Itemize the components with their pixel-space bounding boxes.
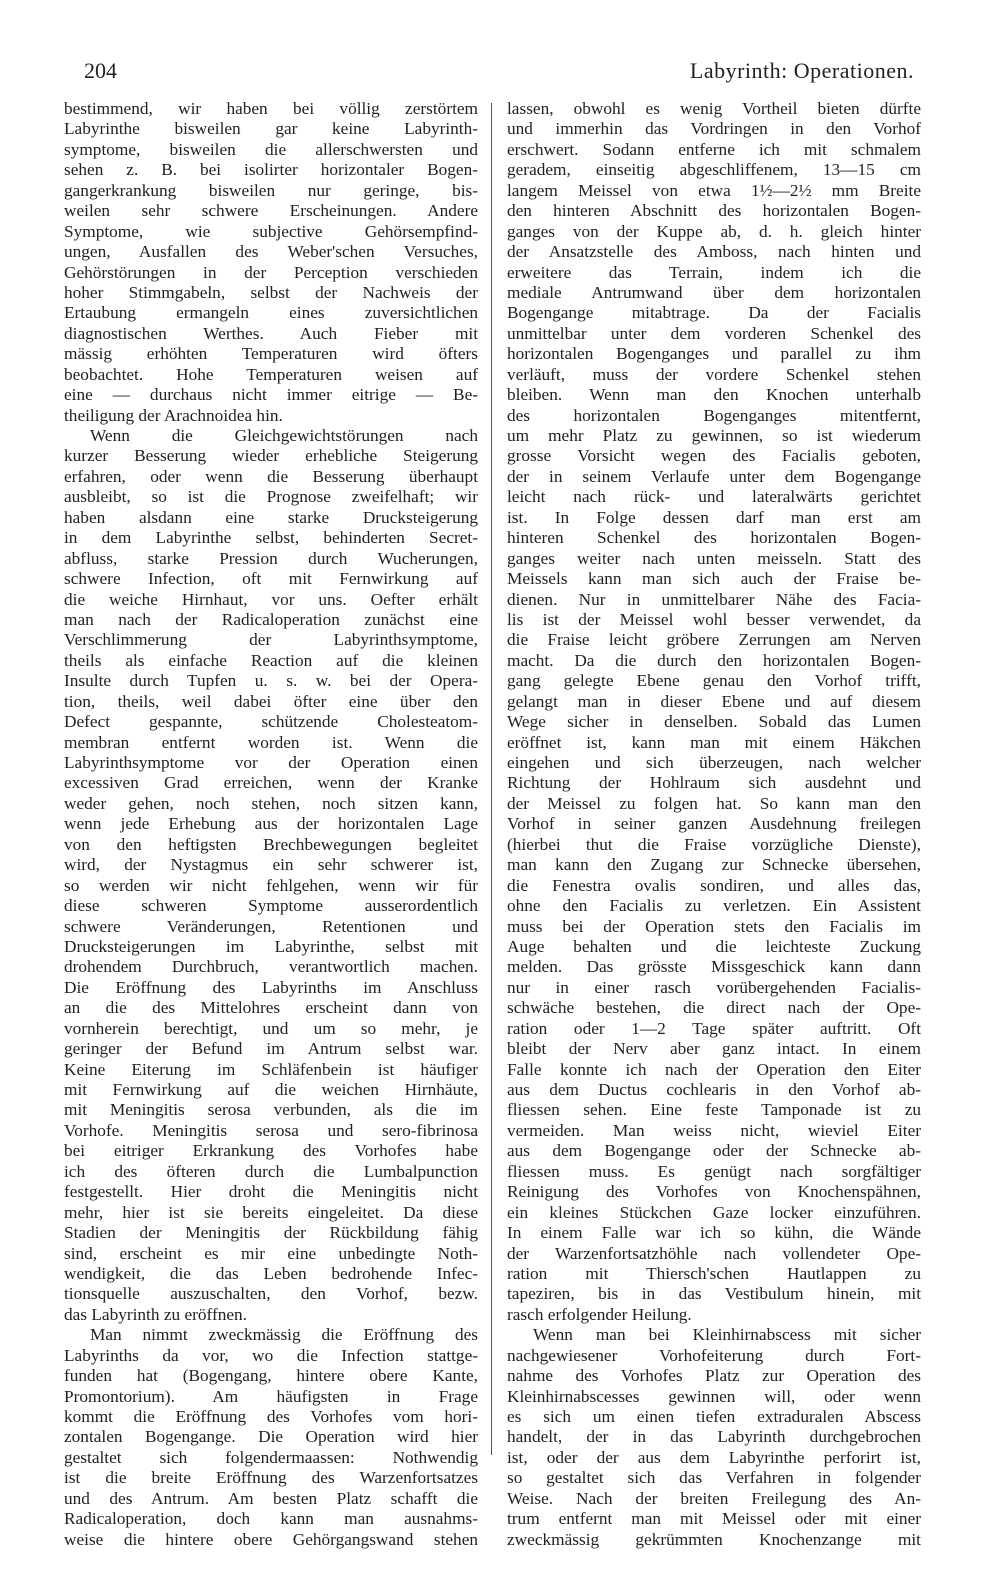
text-line: drohendem Durchbruch, verantwortlich machen. [64,957,478,977]
text-line: ration mit Thiersch'schen Hautlappen zu [507,1263,921,1283]
text-line: Labyrinths da vor, wo die Infection stattge- [64,1345,478,1365]
text-line: schwäche bestehen, die direct nach der Ope- [507,998,921,1018]
text-line: Symptome, wie subjective Gehörsempfind- [64,221,478,241]
text-line: hoher Stimmgabeln, selbst der Nachweis der [64,282,478,302]
text-line: Verschlimmerung der Labyrinthsymptome, [64,630,478,650]
text-line: das Labyrinth zu eröffnen. [64,1304,247,1324]
text-line: tion, theils, weil dabei öfter eine über den [64,691,478,711]
text-line: aus dem Bogengange oder der Schnecke ab- [507,1141,921,1161]
text-line: trum entfernt man mit Meissel oder mit einer [507,1509,921,1529]
text-line: abfluss, starke Pression durch Wucherungen, [64,548,478,568]
text-line: des horizontalen Bogenganges mitentfernt, [507,405,921,425]
text-line: weise die hintere obere Gehörgangswand stehen [64,1529,478,1549]
text-line: Keine Eiterung im Schläfenbein ist häufiger [64,1059,478,1079]
text-line: Stadien der Meningitis der Rückbildung fähig [64,1223,478,1243]
text-line: an die des Mittelohres erscheint dann von [64,998,478,1018]
text-line: erfahren, oder wenn die Besserung überhaupt [64,466,478,486]
text-line: grosse Vorsicht wegen des Facialis geboten, [507,446,921,466]
text-line: Insulte durch Tupfen u. s. w. bei der Opera- [64,671,478,691]
text-line: fliessen sehen. Eine feste Tamponade ist zu [507,1100,921,1120]
text-line: diagnostischen Werthes. Auch Fieber mit [64,323,478,343]
text-line: tionsquelle auszuschalten, den Vorhof, bezw. [64,1284,478,1304]
text-line: Falle konnte ich nach der Operation den Eiter [507,1059,921,1079]
text-line: man kann den Zugang zur Schnecke übersehen, [507,855,921,875]
text-line: horizontalen Bogenganges und parallel zu ihm [507,344,921,364]
text-line: bleibt der Nerv aber ganz intact. In einem [507,1039,921,1059]
text-line: wendigkeit, die das Leben bedrohende Infec- [64,1263,478,1283]
text-line: hinteren Schenkel des horizontalen Bogen- [507,528,921,548]
text-line: gestaltet sich folgendermaassen: Nothwendig [64,1447,478,1467]
text-line: festgestellt. Hier droht die Meningitis nicht [64,1182,478,1202]
text-line: schwere Infection, oft mit Fernwirkung auf [64,569,478,589]
text-line: (hierbei thut die Fraise vorzügliche Dienste), [507,834,921,854]
left-text-column [64,99,478,1550]
text-line: theils als einfache Reaction auf die kleinen [64,650,478,670]
text-line: Vorhofe. Meningitis serosa und sero-fibrinosa [64,1120,478,1140]
text-line: kurzer Besserung wieder erhebliche Steigerung [64,446,478,466]
text-line: mit Meningitis serosa verbunden, als die im [64,1100,478,1120]
text-line: mediale Antrumwand über dem horizontalen [507,282,921,302]
text-line: die weiche Hirnhaut, vor uns. Oefter erhält [64,589,478,609]
text-line: lis ist der Meissel wohl besser verwendet, da [507,609,921,629]
text-line: Meissels kann man sich auch der Fraise be- [507,569,921,589]
text-line: Wenn man bei Kleinhirnabscess mit sicher [533,1325,921,1345]
page-header [84,58,914,88]
text-line: und des Antrum. Am besten Platz schafft die [64,1488,478,1508]
text-line: rasch erfolgender Heilung. [507,1304,692,1324]
text-line: geringer der Befund im Antrum selbst war. [64,1039,478,1059]
text-line: es sich um einen tiefen extraduralen Abscess [507,1407,921,1426]
text-line: der Meissel zu folgen hat. So kann man den [507,793,921,813]
text-line: um mehr Platz zu gewinnen, so ist wiederum [507,426,921,445]
text-line: Reinigung des Vorhofes von Knochenspähnen, [507,1182,921,1202]
text-line: wenn jede Erhebung aus der horizontalen Lage [64,814,478,834]
text-line: in dem Labyrinthe selbst, behinderten Secret- [64,528,478,548]
text-line: ist die breite Eröffnung des Warzenfortsatzes [64,1468,478,1488]
text-line: die Fenestra ovalis sondiren, und alles das, [507,875,921,895]
running-title: Labyrinth: Operationen. [689,58,914,83]
text-line: weder gehen, noch stehen, noch sitzen kann, [64,793,478,813]
text-line: langem Meissel von etwa 1½—2½ mm Breite [507,180,921,200]
text-line: mässig erhöhten Temperaturen wird öfters [64,344,478,364]
column-divider [491,103,492,1455]
text-line: Weise. Nach der breiten Freilegung des An- [507,1488,921,1508]
text-line: theiligung der Arachnoidea hin. [64,405,283,425]
text-line: beobachtet. Hohe Temperaturen weisen auf [64,364,478,384]
text-line: ist. In Folge dessen darf man erst am [507,507,921,527]
text-line: macht. Da die durch den horizontalen Bogen- [507,650,921,670]
text-line: weilen sehr schwere Erscheinungen. Andere [64,201,478,221]
text-line: Promontorium). Am häufigsten in Frage [64,1386,478,1406]
text-line: schwere Veränderungen, Retentionen und [64,916,478,936]
text-line: fliessen muss. Es genügt nach sorgfältiger [507,1161,921,1181]
text-line: In einem Falle war ich so kühn, die Wände [507,1223,921,1243]
text-line: melden. Das grösste Missgeschick kann dann [507,957,921,977]
text-line: der Warzenfortsatzhöhle nach vollendeter Ope- [507,1243,921,1263]
text-line: funden hat (Bogengang, hintere obere Kante, [64,1366,478,1386]
text-line: man nach der Radicaloperation zunächst eine [64,609,478,629]
text-line: ist, oder der aus dem Labyrinthe perforirt ist, [507,1447,921,1467]
text-line: kommt die Eröffnung des Vorhofes vom hori- [64,1407,478,1426]
text-line: Wenn die Gleichgewichtstörungen nach [90,426,478,445]
text-line: haben alsdann eine starke Drucksteigerung [64,507,478,527]
text-line: ein kleines Stückchen Gaze locker einzuführen. [507,1202,921,1222]
text-line: erweitere das Terrain, indem ich die [507,262,921,282]
text-line: mit Fernwirkung auf die weichen Hirnhäute, [64,1080,478,1099]
text-line: membran entfernt worden ist. Wenn die [64,732,478,752]
text-line: Kleinhirnabscesses gewinnen will, oder wenn [507,1386,921,1406]
text-line: erschwert. Sodann entferne ich mit schmalem [507,139,921,159]
text-line: ration oder 1—2 Tage später auftritt. Oft [507,1018,921,1038]
text-line: zontalen Bogengange. Die Operation wird hier [64,1427,478,1447]
text-line: excessiven Grad erreichen, wenn der Kranke [64,773,478,793]
text-line: vornherein berechtigt, und um so mehr, je [64,1018,478,1038]
text-line: leicht nach rück- und lateralwärts gerichtet [507,487,921,507]
text-line: so gestaltet sich das Verfahren in folgender [507,1468,921,1488]
text-line: nur in einer rasch vorübergehenden Facialis- [507,977,921,997]
text-line: eingehen und sich überzeugen, nach welcher [507,753,921,772]
text-line: verläuft, muss der vordere Schenkel stehen [507,364,921,384]
text-line: gang gelegte Ebene genau den Vorhof trifft, [507,671,921,691]
text-line: handelt, der in das Labyrinth durchgebrochen [507,1427,921,1447]
text-line: sind, erscheint es mir eine unbedingte Noth- [64,1243,478,1263]
text-line: Bogengange mitabtrage. Da der Facialis [507,303,921,323]
text-line: Defect gespannte, schützende Cholesteatom- [64,712,478,732]
text-line: bleiben. Wenn man den Knochen unterhalb [507,385,921,405]
text-line: Radicaloperation, doch kann man ausnahms- [64,1509,478,1529]
text-line: die Fraise leicht gröbere Zerrungen am Nerven [507,630,921,650]
text-line: so werden wir nicht fehlgehen, wenn wir für [64,875,478,895]
text-line: tapeziren, bis in das Vestibulum hinein, mit [507,1284,921,1304]
text-line: gangerkrankung bisweilen nur geringe, bis- [64,180,478,200]
text-line: bei eitriger Erkrankung des Vorhofes habe [64,1141,478,1161]
text-line: ungen, Ausfallen des Weber'schen Versuches, [64,242,478,262]
text-line: nachgewiesener Vorhofeiterung durch Fort- [507,1345,921,1365]
text-line: der Ansatzstelle des Amboss, nach hinten und [507,242,921,262]
text-line: ganges von der Kuppe ab, d. h. gleich hinter [507,221,921,241]
text-line: Man nimmt zweckmässig die Eröffnung des [90,1325,478,1345]
text-line: ohne den Facialis zu verletzen. Ein Assistent [507,896,921,916]
text-line: Ertaubung ermangeln eines zuversichtlichen [64,303,478,323]
text-line: muss bei der Operation stets den Facialis im [507,916,921,936]
text-line: ganges weiter nach unten meisseln. Statt des [507,548,921,568]
text-line: symptome, bisweilen die allerschwersten und [64,139,478,159]
text-line: Vorhof in seiner ganzen Ausdehnung freilegen [507,814,921,834]
text-line: Richtung der Hohlraum sich ausdehnt und [507,773,921,793]
text-line: unmittelbar unter dem vorderen Schenkel des [507,323,921,343]
text-line: eine — durchaus nicht immer eitrige — Be- [64,385,478,405]
text-line: der in seinem Verlaufe unter dem Bogengange [507,466,921,486]
text-line: und immerhin das Vordringen in den Vorhof [507,119,921,139]
text-line: sehen z. B. bei isolirter horizontaler Bogen- [64,160,478,180]
text-line: ich des öfteren durch die Lumbalpunction [64,1161,478,1181]
text-line: aus dem Ductus cochlearis in den Vorhof ab- [507,1080,921,1099]
text-line: mehr, hier ist sie bereits eingeleitet. Da diese [64,1202,478,1222]
text-line: dienen. Nur in unmittelbarer Nähe des Facia- [507,589,921,609]
text-line: bestimmend, wir haben bei völlig zerstörtem [64,99,478,118]
text-line: Die Eröffnung des Labyrinths im Anschluss [64,977,478,997]
text-line: gelangt man in dieser Ebene und auf diesem [507,691,921,711]
text-line: von den heftigsten Brechbewegungen begleitet [64,834,478,854]
page-number: 204 [84,58,117,83]
text-line: Labyrinthe bisweilen gar keine Labyrinth- [64,119,478,139]
text-line: zweckmässig gekrümmten Knochenzange mit [507,1529,921,1549]
text-line: nahme des Vorhofes Platz zur Operation des [507,1366,921,1386]
text-line: lassen, obwohl es wenig Vortheil bieten dürfte [507,99,921,118]
text-line: Drucksteigerungen im Labyrinthe, selbst mit [64,936,478,956]
text-line: den hinteren Abschnitt des horizontalen Bogen- [507,201,921,221]
text-line: ausbleibt, so ist die Prognose zweifelhaft; wir [64,487,478,507]
text-line: Wege sicher in denselben. Sobald das Lumen [507,712,921,732]
text-line: Labyrinthsymptome vor der Operation einen [64,753,478,772]
text-line: vermeiden. Man weiss nicht, wieviel Eiter [507,1120,921,1140]
text-line: Gehörstörungen in der Perception verschieden [64,262,478,282]
text-line: geradem, einseitig abgeschliffenem, 13—15 cm [507,160,921,180]
right-text-column [507,99,921,1550]
text-line: eröffnet ist, kann man mit einem Häkchen [507,732,921,752]
text-line: Auge behalten und die leichteste Zuckung [507,936,921,956]
text-line: wird, der Nystagmus ein sehr schwerer ist, [64,855,478,875]
text-line: diese schweren Symptome ausserordentlich [64,896,478,916]
